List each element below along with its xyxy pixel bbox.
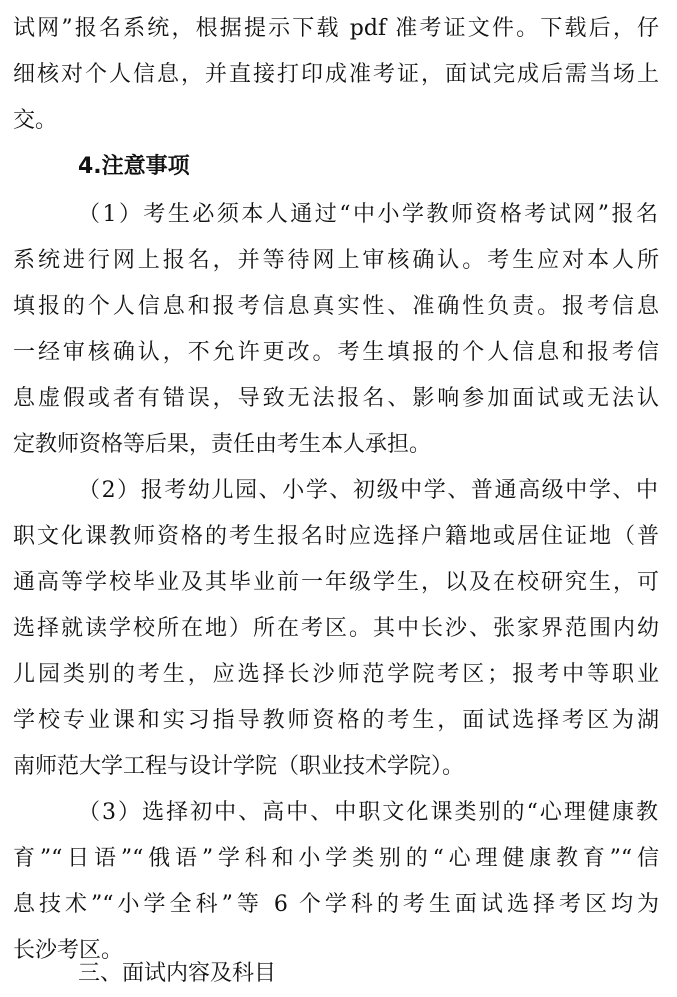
paragraph-line — [0, 284, 677, 330]
line-text: 系统进行网上报名，并等待网上审核确认。考生应对本人所 — [13, 248, 659, 273]
line-text: 试网”报名系统，根据提示下载 pdf 准考证文件。下载后，仔 — [13, 16, 659, 41]
paragraph-line — [0, 468, 677, 514]
line-text: 通高等学校毕业及其毕业前一年级学生，以及在校研究生，可 — [13, 570, 659, 595]
section-heading — [0, 951, 677, 997]
paragraph-line — [0, 882, 677, 928]
line-text: 填报的个人信息和报考信息真实性、准确性负责。报考信息 — [13, 294, 659, 319]
paragraph-line — [0, 238, 677, 284]
line-text: （2）报考幼儿园、小学、初级中学、普通高级中学、中 — [78, 478, 658, 503]
line-text: 职文化课教师资格的考生报名时应选择户籍地或居住证地（普 — [13, 524, 659, 549]
paragraph-line — [0, 560, 677, 606]
heading-text: 三、面试内容及科目 — [78, 961, 277, 986]
paragraph-line — [0, 422, 677, 468]
line-text: 儿园类别的考生，应选择长沙师范学院考区；报考中等职业 — [13, 662, 659, 687]
paragraph-line — [0, 744, 677, 790]
paragraph-line — [0, 790, 677, 836]
heading-text: 4.注意事项 — [78, 154, 190, 179]
line-text: 学校专业课和实习指导教师资格的考生，面试选择考区为湖 — [13, 708, 659, 733]
paragraph-line — [0, 698, 677, 744]
line-text: 长沙考区。 — [13, 938, 124, 963]
line-text: 育”“日语”“俄语”学科和小学类别的“心理健康教育”“信 — [13, 846, 659, 871]
line-text: （3）选择初中、高中、中职文化课类别的“心理健康教 — [78, 800, 658, 825]
paragraph-line — [0, 52, 677, 98]
line-text: 定教师资格等后果，责任由考生本人承担。 — [13, 432, 432, 457]
line-text: 交。 — [13, 108, 58, 133]
paragraph-line — [0, 652, 677, 698]
line-text: 南师范大学工程与设计学院（职业技术学院）。 — [13, 754, 465, 779]
paragraph-line — [0, 6, 677, 52]
paragraph-line — [0, 836, 677, 882]
line-text: 息虚假或者有错误，导致无法报名、影响参加面试或无法认 — [13, 386, 659, 411]
paragraph-line — [0, 606, 677, 652]
paragraph-line — [0, 192, 677, 238]
line-text: 一经审核确认，不允许更改。考生填报的个人信息和报考信 — [13, 340, 659, 365]
line-text: 息技术”“小学全科”等 6 个学科的考生面试选择考区均为 — [13, 892, 659, 917]
paragraph-line — [0, 514, 677, 560]
paragraph-line — [0, 376, 677, 422]
paragraph-line — [0, 330, 677, 376]
paragraph-line — [0, 98, 677, 144]
line-text: 细核对个人信息，并直接打印成准考证，面试完成后需当场上 — [13, 62, 659, 87]
line-text: （1）考生必须本人通过“中小学教师资格考试网”报名 — [78, 202, 658, 227]
line-text: 选择就读学校所在地）所在考区。其中长沙、张家界范围内幼 — [13, 616, 659, 641]
section-heading — [0, 144, 677, 190]
